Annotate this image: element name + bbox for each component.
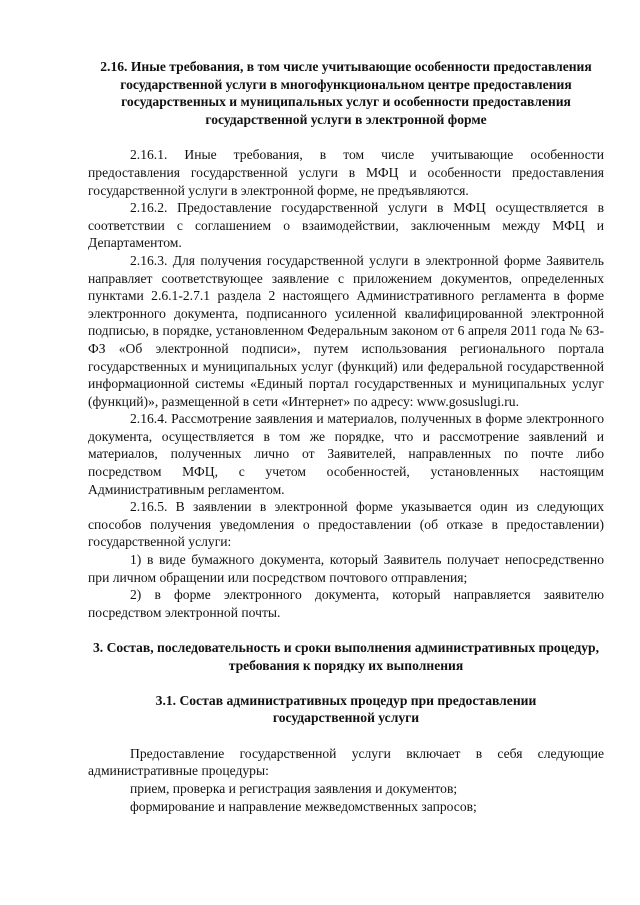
procedure-item: формирование и направление межведомственных запросов; [130, 798, 477, 814]
document-page [88, 58, 604, 815]
heading-3-1: 3.1. Состав административных процедур при предоставлении государственной услуги [155, 692, 537, 726]
paragraph-2-16-2: 2.16.2. Предоставление государственной услуги в МФЦ осуществляется в соответствии с соглашением о взаимодействии, заключенным между МФЦ и Департаментом. [88, 200, 604, 251]
paragraph-2-16-4: 2.16.4. Рассмотрение заявления и материалов, полученных в форме электронного документа, осуществляется в том же порядке, что и рассмотрение заявлений и материалов, полученных лично от Заявителей, направленных по почте либо посредством МФЦ, с учетом особенностей, установленных настоящим Административным регламентом. [88, 411, 604, 497]
paragraph-2-16-5: 2.16.5. В заявлении в электронной форме указывается один из следующих способов получения уведомления о предоставлении (об отказе в предоставлении) государственной услуги: [88, 499, 604, 550]
list-item-paper-document: 1) в виде бумажного документа, который Заявитель получает непосредственно при личном обращении или посредством почтового отправления; [88, 552, 604, 585]
paragraph-3-1-intro: Предоставление государственной услуги включает в себя следующие административные процедуры: [88, 745, 604, 779]
paragraph-2-16-3: 2.16.3. Для получения государственной услуги в электронной форме Заявитель направляет соответствующее заявление с приложением документов, определенных пунктами 2.6.1-2.7.1 раздела 2 настоящего Административного регламента в форме электронного документа, подписанного усиленной квалифицированной электронной подписью, в порядке, установленном Федеральным законом от 6 апреля 2011 года № 63-ФЗ «Об электронной подписи», путем использования регионального портала государственных и муниципальных услуг (функций) или федеральной государственной информационной системы «Единый портал государственных и муниципальных услуг (функций)», размещенной в сети «Интернет» по адресу: www.gosuslugi.ru. [88, 252, 604, 409]
heading-3: 3. Состав, последовательность и сроки выполнения административных процедур, требования к порядку их выполнения [92, 640, 600, 673]
procedure-item: прием, проверка и регистрация заявления и документов; [130, 780, 458, 796]
list-item-electronic-document: 2) в форме электронного документа, который направляется заявителю посредством электронной почты. [88, 587, 604, 620]
paragraph-2-16-1: 2.16.1. Иные требования, в том числе учитывающие особенности предоставления государственной услуги в МФЦ и особенности предоставления государственной услуги в электронной форме, не предъявляются. [88, 147, 604, 198]
heading-2-16: 2.16. Иные требования, в том числе учитывающие особенности предоставления государственной услуги в многофункциональном центре предоставления государственных и муниципальных услуг и особенности предоставления государственной услуги в электронной форме [100, 59, 592, 127]
